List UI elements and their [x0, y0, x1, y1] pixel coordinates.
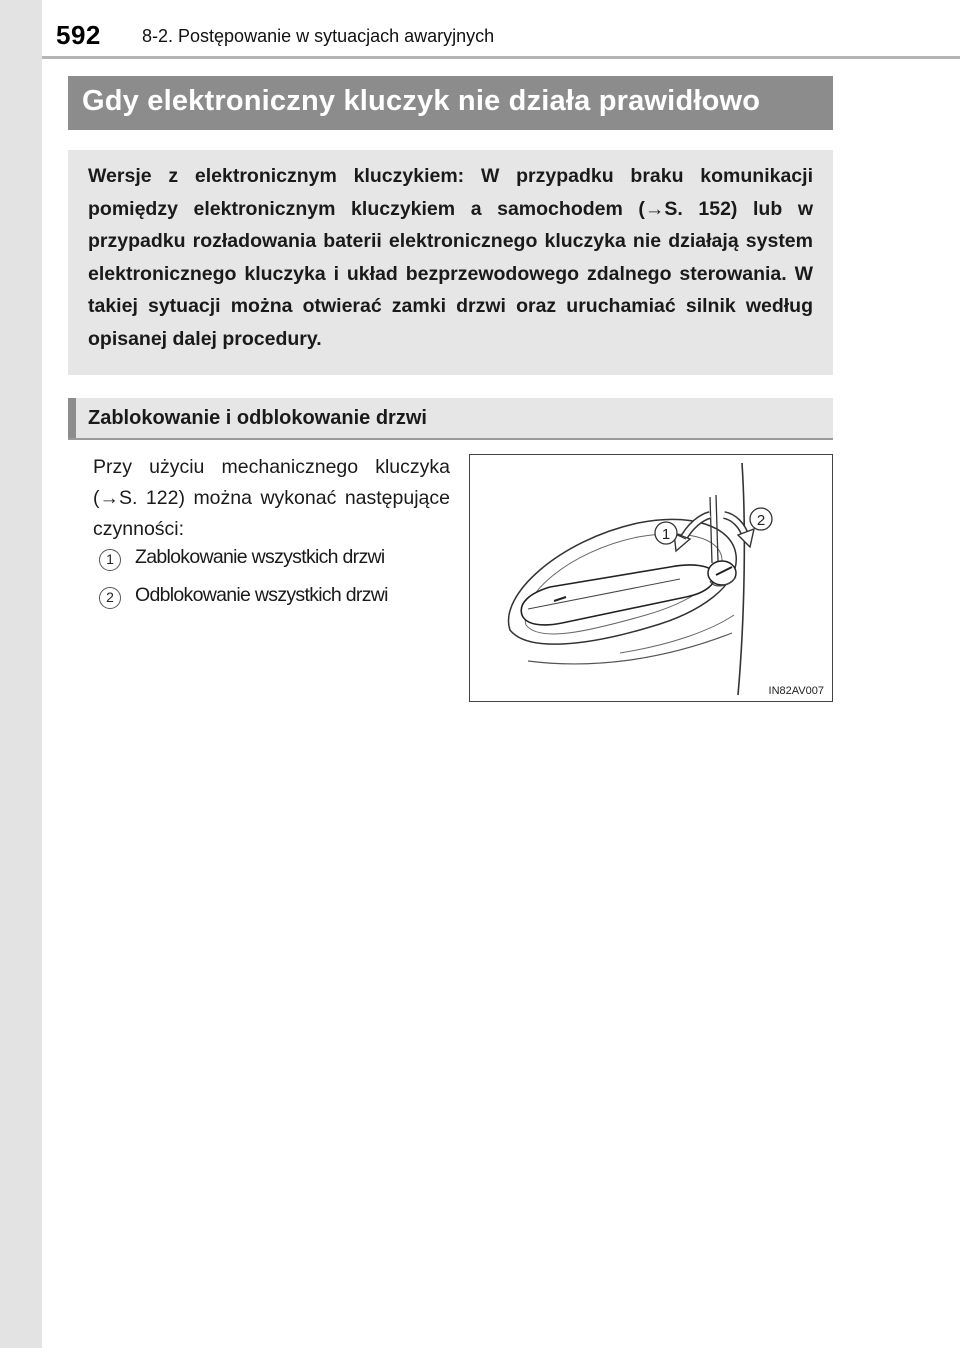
- page-margin-strip: [0, 0, 42, 1348]
- list-item-text: Zablokowanie wszystkich drzwi: [135, 546, 385, 568]
- list-item-text: Odblokowanie wszystkich drzwi: [135, 584, 388, 606]
- list-item: [93, 546, 463, 576]
- subsection-heading: Zablokowanie i odblokowanie drzwi: [88, 407, 427, 429]
- chapter-title: 8-2. Postępowanie w sytuacjach awaryjnych: [142, 26, 495, 46]
- door-handle-figure: [469, 454, 833, 702]
- subsection-heading-bar: [68, 398, 833, 440]
- intro-box: [68, 150, 833, 375]
- page-header: [42, 0, 960, 58]
- page-title: Gdy elektroniczny kluczyk nie działa prawidłowo: [82, 85, 761, 117]
- list-item: [93, 584, 463, 614]
- step-number-badge: 1: [99, 549, 121, 571]
- intro-text: Wersje z elektronicznym kluczykiem: W przypadku braku komunikacji pomiędzy elektronicznym kluczykiem a samochodem (→S. 152) lub w przypadku rozładowania baterii elektronicznego kluczyka nie działają system elektronicznego kluczyka i układ bezprzewodowego zdalnego sterowania. W takiej sytuacji można otwierać zamki drzwi oraz uruchamiać silnik według opisanej dalej procedury.: [88, 165, 813, 350]
- door-handle-illustration: [470, 455, 832, 701]
- section-title-bar: [68, 76, 833, 130]
- page-number: 592: [56, 20, 101, 50]
- figure-code: IN82AV007: [768, 685, 824, 697]
- callout-1-label: 1: [661, 526, 671, 543]
- header-divider: [42, 56, 960, 59]
- callout-2-label: 2: [756, 512, 766, 529]
- body-paragraph: Przy użyciu mechanicznego kluczyka (→S. 122) można wykonać następujące czynności:: [93, 456, 450, 540]
- step-number-badge: 2: [99, 587, 121, 609]
